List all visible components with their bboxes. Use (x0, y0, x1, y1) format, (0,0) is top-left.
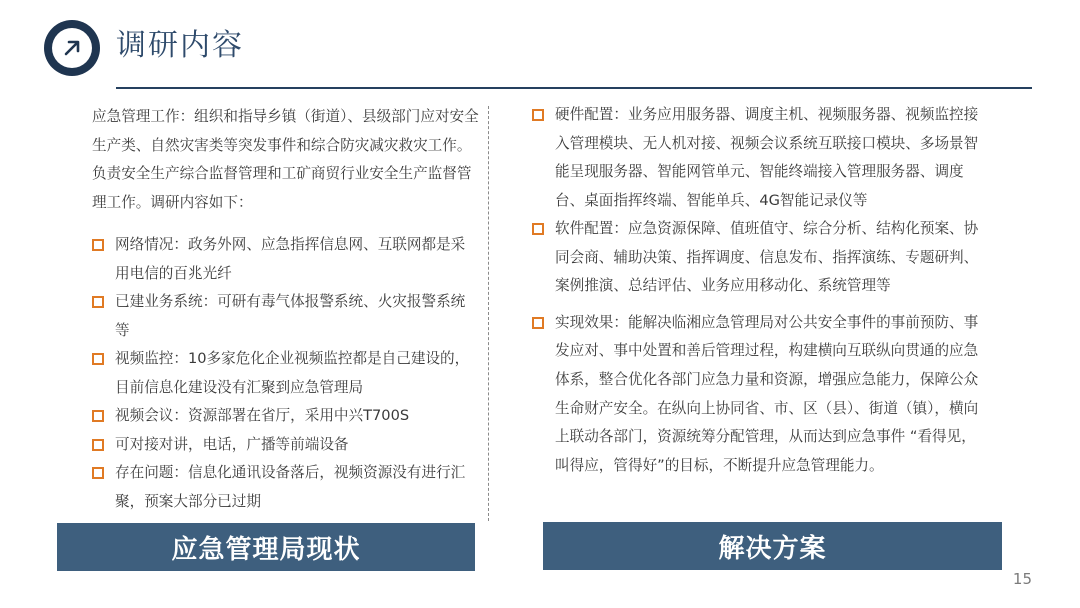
square-bullet-icon (92, 239, 104, 251)
square-bullet-icon (532, 317, 544, 329)
list-item (92, 288, 470, 345)
solution-banner: 解决方案 (543, 522, 1002, 570)
list-item (92, 231, 470, 288)
status-banner: 应急管理局现状 (57, 523, 475, 571)
list-item (92, 345, 470, 402)
logo-badge (44, 20, 100, 76)
list-item (92, 431, 470, 460)
title-rule (116, 87, 1032, 89)
column-divider (488, 106, 489, 521)
square-bullet-icon (92, 353, 104, 365)
list-item-text: 视频会议：资源部署在省厅，采用中兴T700S (115, 407, 410, 424)
square-bullet-icon (92, 410, 104, 422)
square-bullet-icon (92, 296, 104, 308)
list-item-text: 网络情况：政务外网、应急指挥信息网、互联网都是采用电信的百兆光纤 (115, 236, 466, 282)
list-item-text: 视频监控：10多家危化企业视频监控都是自己建设的，目前信息化建设没有汇聚到应急管理局 (115, 350, 470, 396)
list-item (92, 402, 470, 431)
list-item-text: 存在问题：信息化通讯设备落后，视频资源没有进行汇聚，预案大部分已过期 (115, 464, 466, 510)
list-item (92, 459, 470, 516)
list-item (532, 101, 982, 215)
arrow-up-right-icon (60, 36, 84, 60)
left-intro-text: 应急管理工作：组织和指导乡镇（街道）、县级部门应对安全生产类、自然灾害类等突发事件和综合防灾减灾救灾工作。负责安全生产综合监督管理和工矿商贸行业安全生产监督管理工作。调研内容如下： (92, 108, 479, 211)
square-bullet-icon (92, 439, 104, 451)
list-item-text: 已建业务系统：可研有毒气体报警系统、火灾报警系统等 (115, 293, 466, 339)
list-item-text: 实现效果：能解决临湘应急管理局对公共安全事件的事前预防、事发应对、事中处置和善后管理过程，构建横向互联纵向贯通的应急体系，整合优化各部门应急力量和资源，增强应急能力，保障公众生命财产安全。在纵向上协同省、市、区（县）、街道（镇），横向上联动各部门，资源统筹分配管理，从而达到应急事件 “看得见，叫得应，管得好”的目标，不断提升应急管理能力。 (555, 313, 979, 475)
square-bullet-icon (532, 223, 544, 235)
right-bullet-list (532, 101, 982, 481)
page-title: 调研内容 (116, 28, 244, 63)
left-bullet-list (92, 231, 470, 516)
list-item-text: 硬件配置：业务应用服务器、调度主机、视频服务器、视频监控接入管理模块、无人机对接、视频会议系统互联接口模块、多场景智能呈现服务器、智能网管单元、智能终端接入管理服务器、调度台、桌面指挥终端、智能单兵、4G智能记录仪等 (555, 106, 979, 209)
list-item-text: 软件配置：应急资源保障、值班值守、综合分析、结构化预案、协同会商、辅助决策、指挥调度、信息发布、指挥演练、专题研判、案例推演、总结评估、业务应用移动化、系统管理等 (555, 220, 979, 294)
square-bullet-icon (92, 467, 104, 479)
square-bullet-icon (532, 109, 544, 121)
page-number: 15 (1012, 570, 1032, 588)
list-item-text: 可对接对讲，电话，广播等前端设备 (115, 435, 349, 453)
list-item (532, 215, 982, 301)
list-item (532, 309, 982, 481)
